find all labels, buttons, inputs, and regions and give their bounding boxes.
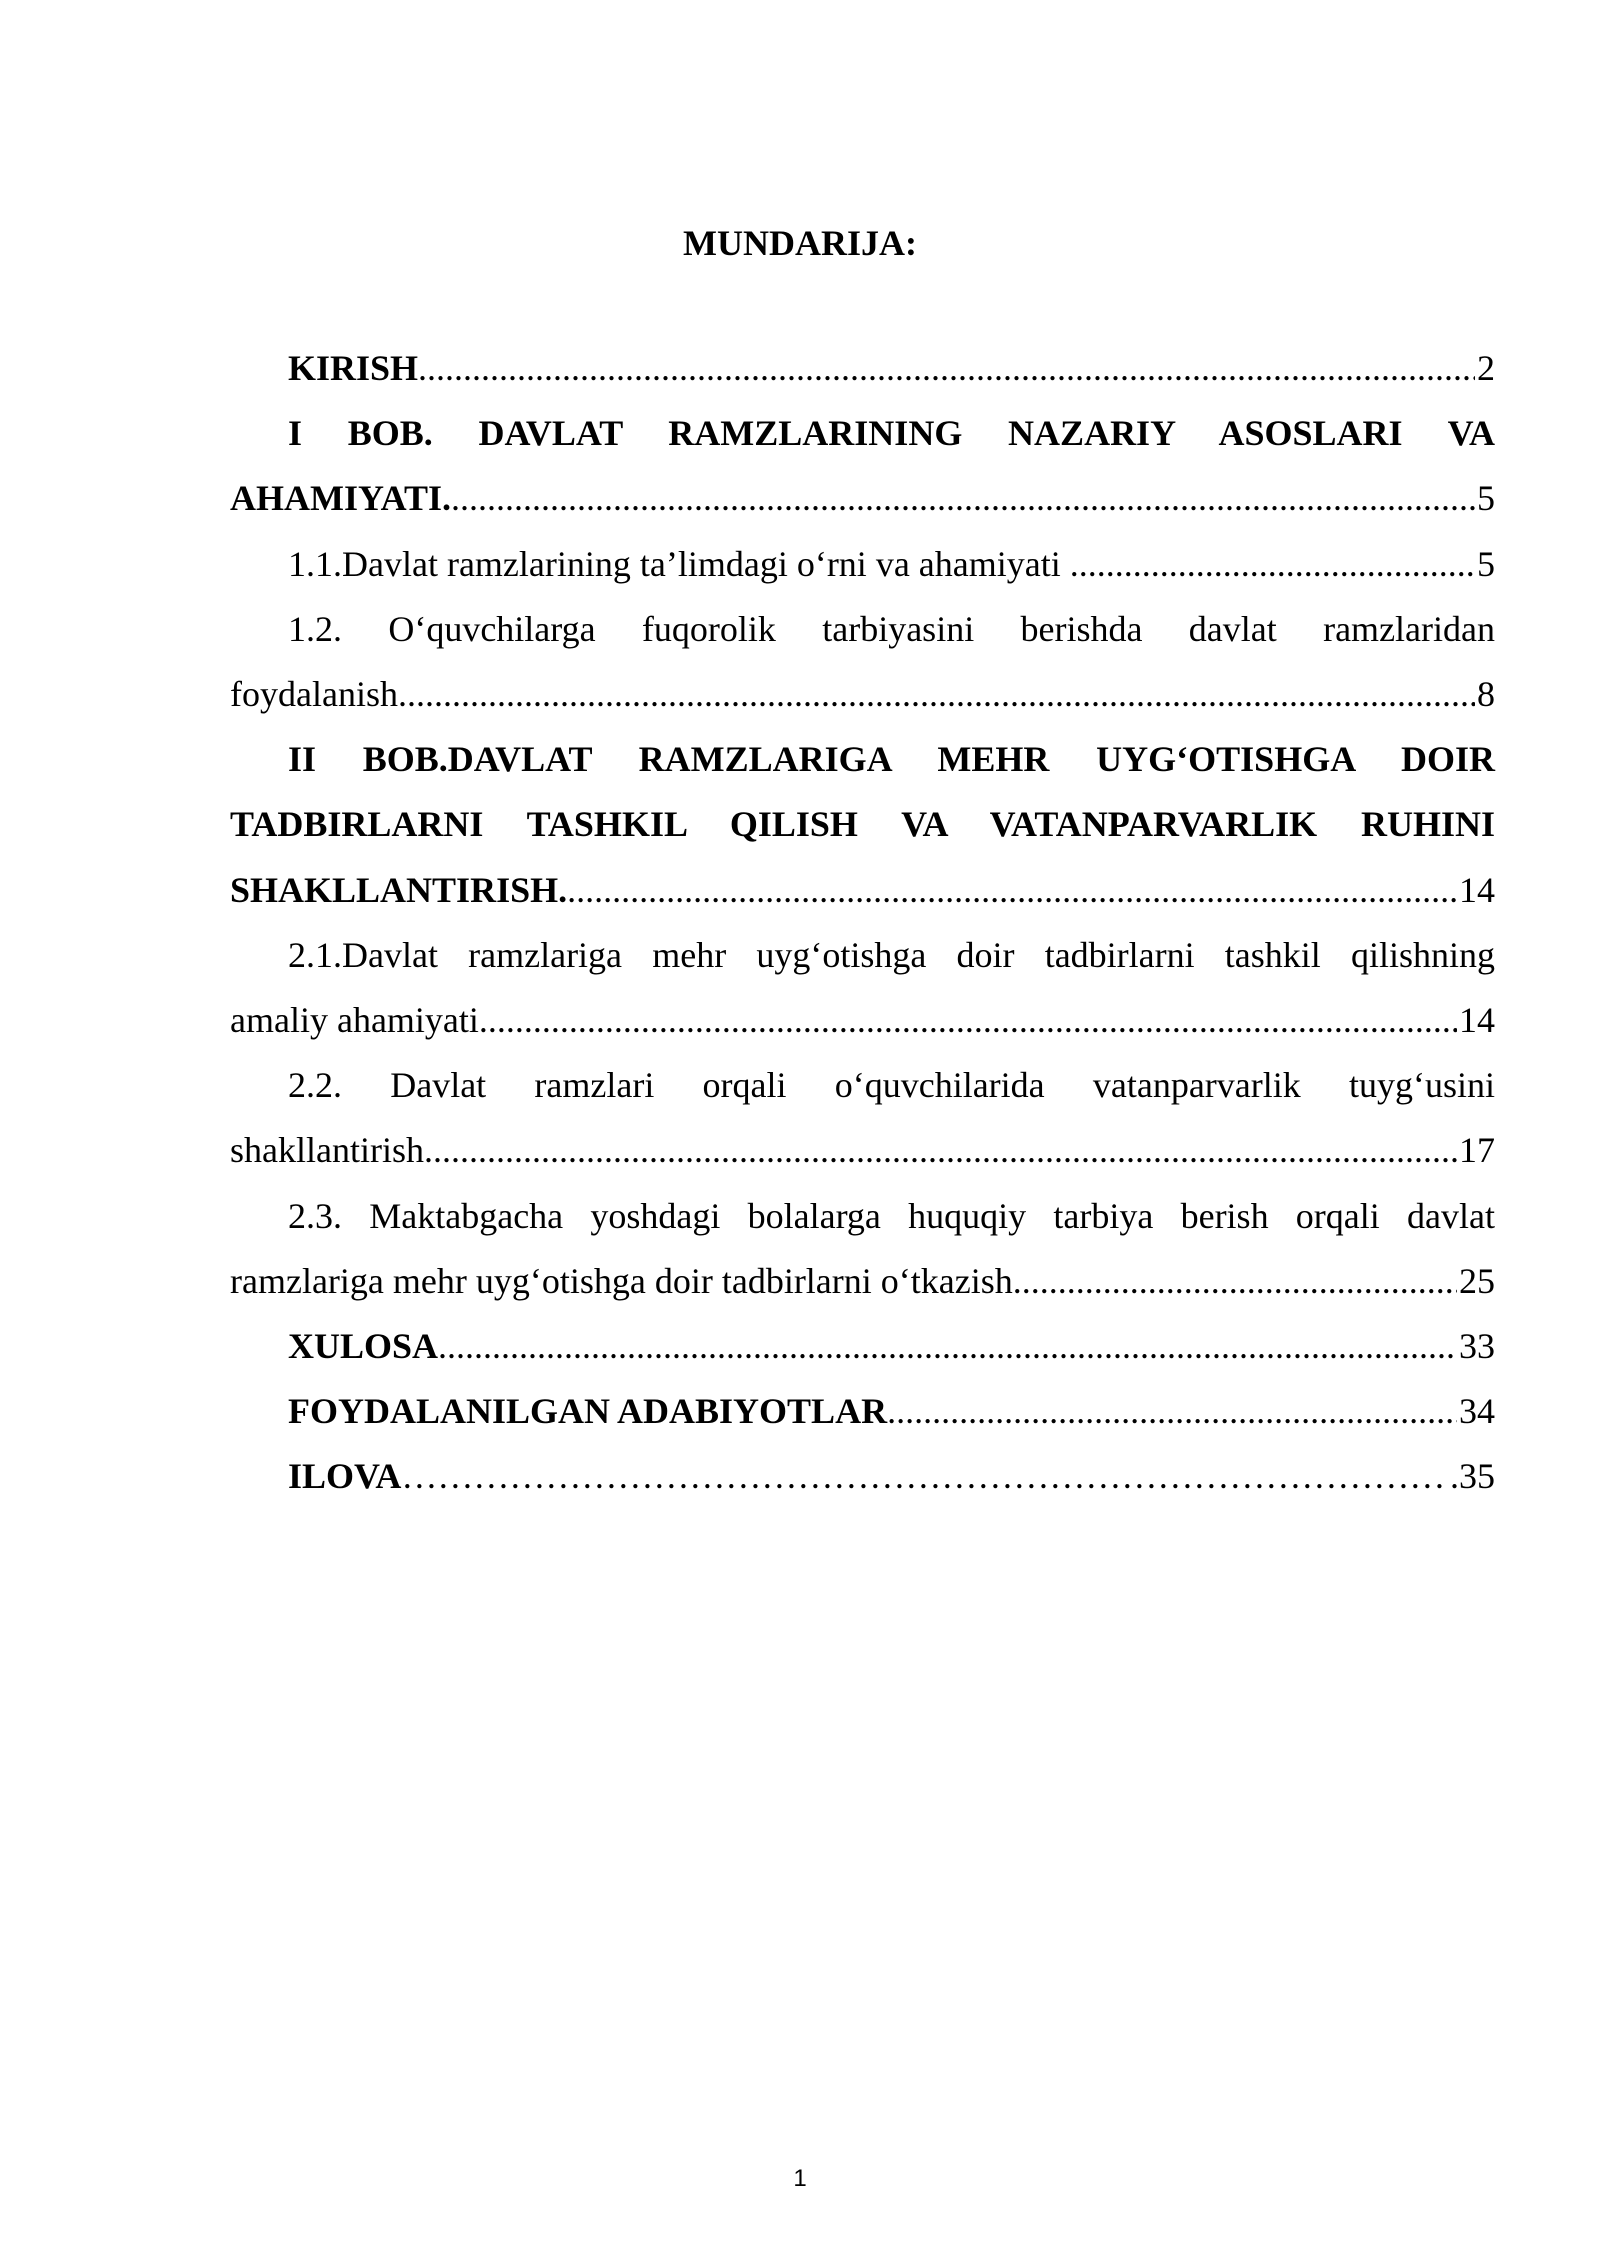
toc-entry-label: FOYDALANILGAN ADABIYOTLAR — [288, 1391, 888, 1432]
toc-entry-2-3[interactable] — [230, 1184, 1495, 1314]
page-title: MUNDARIJA: — [683, 223, 917, 263]
toc-entry-2-2[interactable] — [230, 1053, 1495, 1183]
toc-entry-xulosa[interactable] — [230, 1314, 1495, 1379]
toc-entry-adabiyotlar[interactable] — [230, 1379, 1495, 1444]
toc-entry-label-cont: AHAMIYATI. — [230, 478, 452, 519]
dot-leader — [567, 858, 1457, 923]
toc-page-number: 17 — [1459, 1130, 1495, 1171]
toc-entry-label: 2.3. Maktabgacha yoshdagi bolalarga huquqiy tarbiya berish orqali davlat — [288, 1195, 1495, 1236]
toc-entry-label-cont: ramzlariga mehr uyg‘otishga doir tadbirlarni o‘tkazish — [230, 1260, 1013, 1301]
table-of-contents — [230, 336, 1495, 1510]
toc-entry-label-cont: foydalanish — [230, 674, 398, 715]
toc-page-number: 14 — [1459, 1000, 1495, 1041]
dot-leader — [451, 466, 1475, 531]
toc-entry-label: II BOB.DAVLAT RAMZLARIGA MEHR UYG‘OTISHGA DOIR — [288, 739, 1495, 780]
dot-leader — [418, 336, 1475, 401]
toc-entry-bob1[interactable] — [230, 401, 1495, 531]
toc-entry-label: XULOSA — [288, 1326, 439, 1367]
toc-entry-label-cont: amaliy ahamiyati — [230, 1000, 479, 1041]
toc-entry-1-2[interactable] — [230, 597, 1495, 727]
toc-entry-label: ILOVA — [288, 1456, 402, 1497]
dot-leader — [479, 988, 1457, 1053]
footer-page-number: 1 — [793, 2165, 807, 2192]
toc-page-number: 34 — [1459, 1391, 1495, 1432]
toc-entry-label: 1.2. O‘quvchilarga fuqorolik tarbiyasini berishda davlat ramzlaridan — [288, 608, 1495, 649]
toc-page-number: .35 — [1450, 1456, 1495, 1497]
toc-entry-label: I BOB. DAVLAT RAMZLARINING NAZARIY ASOSLARI VA — [288, 413, 1495, 454]
dot-leader — [1013, 1249, 1457, 1314]
toc-entry-label: 2.2. Davlat ramzlari orqali o‘quvchilarida vatanparvarlik tuyg‘usini — [288, 1065, 1495, 1106]
toc-page-number: 25 — [1459, 1260, 1495, 1301]
dot-leader — [438, 1314, 1457, 1379]
toc-page-number: 2 — [1477, 348, 1495, 388]
toc-page-number: 8 — [1477, 674, 1495, 715]
toc-entry-kirish[interactable] — [230, 336, 1495, 401]
dot-leader — [398, 662, 1475, 727]
dot-leader — [424, 1118, 1457, 1183]
dot-leader — [401, 1444, 1448, 1509]
toc-entry-label-cont: shakllantirish — [230, 1130, 424, 1171]
toc-entry-label: 2.1.Davlat ramzlariga mehr uyg‘otishga doir tadbirlarni tashkil qilishning — [288, 934, 1495, 975]
toc-entry-label-cont: TADBIRLARNI TASHKIL QILISH VA VATANPARVARLIK RUHINI — [230, 804, 1495, 845]
toc-entry-ilova[interactable] — [230, 1444, 1495, 1509]
toc-entry-label: KIRISH — [288, 348, 419, 388]
dot-leader — [1070, 532, 1475, 597]
toc-entry-bob2[interactable] — [230, 727, 1495, 923]
toc-page-number: 5 — [1477, 543, 1495, 584]
toc-entry-1-1[interactable] — [230, 532, 1495, 597]
toc-page-number: 5 — [1477, 478, 1495, 519]
toc-page-number: 14 — [1459, 869, 1495, 910]
toc-entry-2-1[interactable] — [230, 923, 1495, 1053]
toc-entry-label-cont: SHAKLLANTIRISH. — [230, 869, 568, 910]
toc-page-number: 33 — [1459, 1326, 1495, 1367]
toc-entry-label: 1.1.Davlat ramzlarining ta’limdagi o‘rni va ahamiyati — [288, 543, 1070, 584]
dot-leader — [887, 1379, 1457, 1444]
